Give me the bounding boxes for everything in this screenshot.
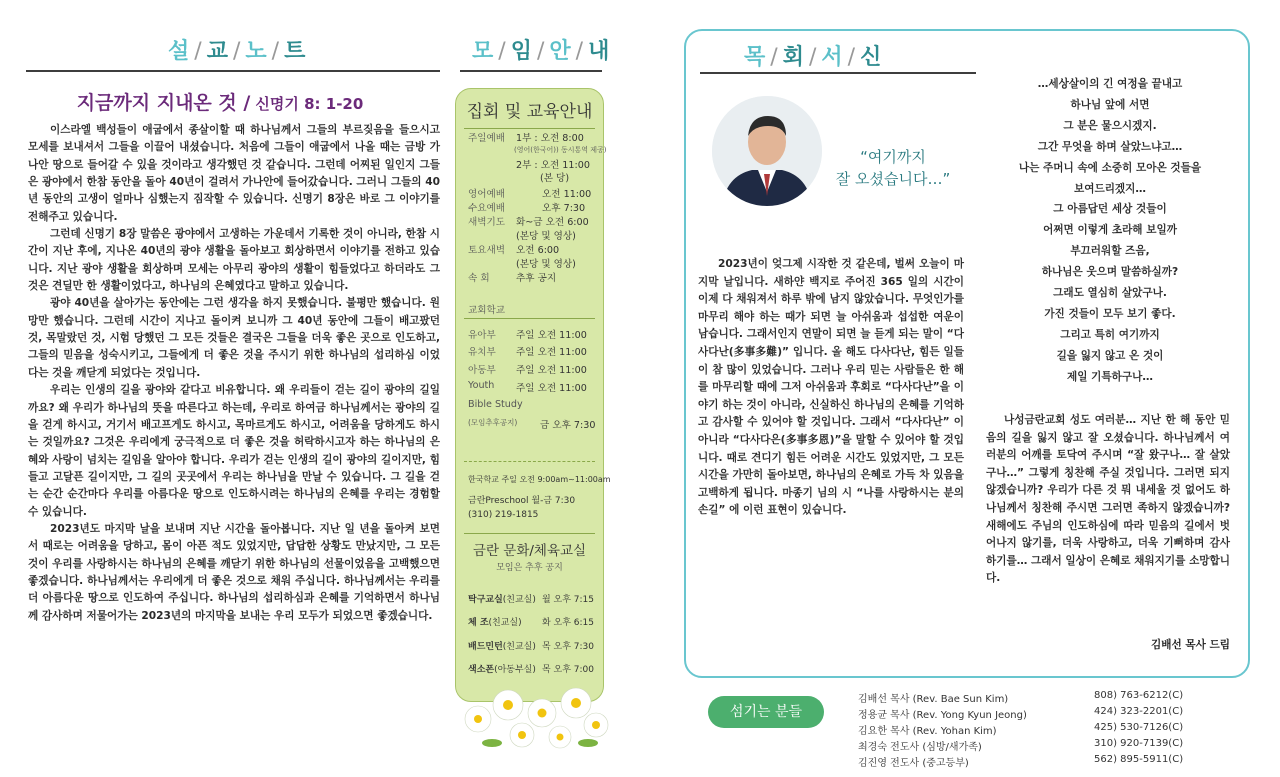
daisy-decoration [456, 683, 616, 751]
staff-phone: 310) 920-7139(C) [1094, 738, 1184, 749]
staff-phone: 425) 530-7126(C) [1094, 722, 1184, 733]
heading-char: 서 [821, 45, 844, 70]
poem-line: 그간 무엇을 하며 살았느냐고… [1037, 140, 1183, 153]
letter-heading-rule [700, 72, 976, 74]
heading-char: 내 [588, 39, 611, 64]
row-value: 추후 공지 [516, 273, 557, 284]
sermon-paragraph: 광야 40년을 살아가는 동안에는 그런 생각을 하지 못했습니다. 불평만 했습니다. 원망만 했습니다. 그런데 시간이 지나고 돌이켜 보니까 그 40년 동안에 그들이 배고팠던 것, 목말랐던 것, 시험 당했던 그 모든 것들은 결국은 그들을 더욱 좋은 곳으로 인도하고, 그들의 믿음을 성숙시키고, 그들에게 더 좋은 것을 주시기 위한 하나님의 섭리하심 이었다는 것을 깨닫게 되었다는 것입니다. [28, 297, 440, 379]
club-row [468, 662, 598, 675]
row-label: 유아부 [468, 330, 496, 341]
quote-line: 잘 오셨습니다…” [835, 170, 951, 188]
club-time: 목 오후 7:00 [542, 665, 595, 675]
divider [464, 461, 595, 462]
staff-name: 김배선 목사 (Rev. Bae Sun Kim) [858, 694, 1009, 705]
school-title: 교회학교 [468, 305, 506, 316]
row-value: 화~금 오전 6:00 [516, 217, 589, 228]
row-value: 주일 오전 11:00 [516, 383, 587, 394]
quote-line: “여기까지 [860, 148, 926, 166]
poem-line: 길을 잃지 않고 온 것이 [1056, 349, 1164, 362]
letter-body [698, 256, 964, 520]
club-time: 월 오후 7:15 [542, 595, 595, 605]
row-label: Youth [468, 380, 495, 391]
row-value: 주일 오전 11:00 [516, 330, 587, 341]
poem-line: …세상살이의 긴 여정을 끝내고 [1037, 78, 1183, 90]
poem-line: 보여드리겠지… [1074, 182, 1146, 195]
staff-phone: 424) 323-2201(C) [1094, 706, 1184, 717]
meetings-heading-rule [460, 70, 602, 72]
poem-line: 그 분은 물으시겠지. [1063, 119, 1157, 132]
culture-title: 금란 문화/체육교실 [472, 543, 587, 559]
heading-char: 모 [472, 39, 495, 64]
staff-name: 김진영 전도사 (중고등부) [858, 758, 969, 769]
sermon-heading: 설 / 교 / 노 / 트 [168, 39, 307, 64]
heading-char: 신 [860, 45, 883, 70]
poem-line: 그 아름답던 세상 것들이 [1053, 203, 1167, 216]
club-place: (친교실) [488, 618, 522, 628]
divider [464, 533, 595, 534]
row-label: 수요예배 [468, 203, 506, 214]
club-row [468, 639, 598, 652]
heading-char: 회 [782, 45, 805, 70]
staff-name: 정용균 목사 (Rev. Yong Kyun Jeong) [858, 710, 1027, 721]
row-label: Bible Study [468, 399, 523, 410]
staff-phone: 808) 763-6212(C) [1094, 690, 1184, 701]
row-label: 토요새벽 [468, 245, 506, 256]
letter-quote [818, 146, 968, 190]
club-row [468, 592, 598, 605]
closing-paragraph: 나성금란교회 성도 여러분… 지난 한 해 동안 믿음의 길을 잃지 않고 잘 오셨습니다. 하나님께서 여러분의 어깨를 토닥여 주시며 “잘 왔구나… 잘 살았구나…” 그렇게 칭찬해 주실 것입니다. 그러면 되지 않겠습니까? 우리가 다른 것 뭐 내세울 것 없어도 하나님께서 칭찬해 주시면 그러면 족하지 않겠습니까? 새해에도 주님의 인도하심에 따라 믿음의 길에서 벗어나지 않기를, 더욱 사랑하고, 더욱 기뻐하며 감사하기를… 그래서 일상이 은혜로 채워지기를 소망합니다. [986, 414, 1230, 585]
poem-line: 그리고 특히 여기까지 [1060, 328, 1160, 341]
letter-paragraph: 2023년이 엊그제 시작한 것 같은데, 벌써 오늘이 마지막 날입니다. 새하얀 백지로 주어진 365 일의 시간이 이제 다 채워져서 하루 밖에 남지 않았습니다. 무엇인가를 마무리 해야 하는 때가 되면 늘 아쉬움과 섭섭한 여운이 남습니다. 그래서인지 연말이 되면 늘 듣게 되는 말이 “다사다난(多事多難)” 입니다. 올 해도 다사다난, 힘든 일들이 참 많이 있었습니다. 그러나 우리 믿는 사람들은 한 해를 마무리할 때에 그저 아쉬움과 후회로 “다사다난”을 이야기 하는 것이 아니라, 신실하신 하나님의 은혜를 기억하고 감사할 수 있어야 할 것입니다. 그래서 “다사다난” 이 아니라 “다사다은(多事多恩)”을 말할 수 있어야 할 것입니다. 때로 견디기 힘든 어려운 시간도 있었지만, 그 모든 시간을 가만히 돌아보면, 하나님의 은혜로 가득 차 있음을 고백하게 됩니다. 마종기 님의 시 “나를 사랑하시는 분의 손길” 에 이런 표현이 있습니다. [698, 258, 964, 517]
row-value: 2부 : 오전 11:00 [516, 160, 590, 171]
sermon-title [0, 88, 440, 115]
letter-closing [986, 412, 1230, 588]
meetings-panel-title: 집회 및 교육안내 [466, 102, 593, 122]
heading-char: 목 [744, 45, 767, 70]
staff-label: 섬기는 분들 [708, 696, 824, 728]
row-label: 유치부 [468, 347, 496, 358]
heading-char: 트 [284, 39, 307, 64]
row-value: 주일 오전 11:00 [516, 347, 587, 358]
club-name: 체 조 [468, 618, 489, 628]
phone: (310) 219-1815 [468, 510, 539, 520]
sermon-title-text: 지금까지 지내온 것 / [76, 92, 251, 114]
poem-line: 어쩌면 이렇게 초라해 보일까 [1043, 224, 1177, 237]
poem-line: 하나님은 웃으며 말씀하실까? [1041, 266, 1179, 279]
heading-char: 교 [206, 39, 229, 64]
poem-line: 나는 주머니 속에 소중히 모아온 것들을 [1018, 161, 1202, 174]
culture-subtitle: 모임은 추후 공지 [496, 563, 563, 573]
sermon-paragraph: 우리는 인생의 길을 광야와 같다고 비유합니다. 왜 우리들이 걷는 길이 광야의 길일까요? 왜 우리가 하나님의 뜻을 따른다고 하는데, 우리로 하여금 하나님께서는 광야의 길을 걷게 하시고, 거기서 배고프게도 하시고, 목마르게도 하시고, 어려움을 당하게도 하시는 것일까요? 그것은 우리에게 궁극적으로 더 좋은 것을 허락하시고자 하는 하나님의 은혜와 사랑이 넘치는 길임을 알아야 합니다. 우리가 걷는 인생의 길이 광야의 길이지만, 힘들고 고달픈 길이지만, 그 길의 곳곳에서 우리는 하나님을 만날 수 있습니다. 그 길을 걷는 순간 순간마다 우리를 아름다운 땅으로 인도하시려는 하나님의 은혜를 우리는 경험할 수 있습니다. [28, 384, 440, 518]
row-value: 오전 11:00 [542, 189, 592, 200]
signature: 김배선 목사 드림 [1150, 639, 1230, 651]
row-value: (본당 및 영상) [516, 259, 576, 270]
poem-line: 하나님 앞에 서면 [1070, 98, 1150, 111]
club-time: 화 오후 6:15 [542, 618, 595, 628]
poem-line: 가진 것들이 모두 보기 좋다. [1044, 307, 1176, 320]
club-name: 탁구교실 [468, 595, 503, 605]
meetings-heading: 모 / 임 / 안 / 내 [472, 39, 611, 64]
club-place: (친교실) [502, 642, 536, 652]
club-row [468, 615, 598, 628]
sermon-scripture: 신명기 8: 1-20 [255, 95, 364, 113]
club-name: 색소폰 [468, 665, 495, 675]
row-label: (모임추후공지) [468, 418, 518, 427]
sermon-paragraph: 그런데 신명기 8장 말씀은 광야에서 고생하는 가운데서 기록한 것이 아니라, 한참 시간이 지난 후에, 지나온 40년의 광야 생활을 돌아보고 회상하면서 이야기를 전하고 있습니다. 지난 광야 생활을 회상하며 모세는 아무리 광야의 생활이 힘들었다고 하더라도 그것은 견딜만 한 생활이었다고, 하나님의 은혜였다고 말하고 있습니다. [28, 228, 440, 293]
row-value: 1부 : 오전 8:00 [516, 133, 584, 144]
meetings-panel [455, 88, 611, 702]
row-value: (본 당) [540, 173, 570, 184]
row-label: 새벽기도 [468, 217, 506, 228]
sermon-paragraph: 2023년도 마지막 날을 보내며 지난 시간을 돌아봅니다. 지난 일 년을 돌아켜 보면서 때로는 어려움을 당하고, 몸이 아픈 적도 있었지만, 답답한 상황도 만났지만, 그 모든 것이 우리를 사랑하시는 하나님의 은혜를 깨닫기 위한 하나님의 선물이었음을 고백했으면 좋겠습니다. 하나님께서는 우리에게 더 좋은 것으로 채워 주십니다. 하나님께서는 우리를 더 아름다운 땅으로 인도하여 주십니다. 하나님의 섭리하심과 은혜를 기억하면서 하나님께 감사하며 저물어가는 2023년의 마지막을 보내는 우리 모두가 되었으면 좋겠습니다. [28, 522, 440, 622]
heading-char: 임 [510, 39, 533, 64]
sermon-heading-rule [26, 70, 440, 72]
heading-char: 설 [168, 39, 191, 64]
heading-char: 안 [549, 39, 572, 64]
heading-char: 노 [245, 39, 268, 64]
sermon-body [28, 122, 440, 625]
row-value: 금 오후 7:30 [540, 420, 596, 431]
row-label: 속 회 [468, 273, 490, 284]
person-icon [712, 96, 822, 206]
row-label: 주일예배 [468, 133, 506, 144]
poem-line: 그래도 열심히 살았구나. [1053, 287, 1167, 300]
club-time: 목 오후 7:30 [542, 642, 595, 652]
preschool: 금란Preschool 월-금 7:30 [468, 496, 576, 506]
row-label: 아동부 [468, 365, 496, 376]
club-place: (아동부실) [494, 665, 536, 675]
staff-name: 김요한 목사 (Rev. Yohan Kim) [858, 726, 997, 737]
poem [990, 74, 1230, 388]
row-value: 오전 6:00 [516, 245, 560, 256]
club-place: (친교실) [502, 595, 536, 605]
poem-line: 부끄러워할 즈음, [1070, 245, 1150, 258]
pastor-photo [712, 96, 822, 206]
row-value: (본당 및 영상) [516, 231, 576, 242]
row-value: 오후 7:30 [542, 203, 586, 214]
staff-phone: 562) 895-5911(C) [1094, 754, 1184, 765]
row-label: 영어예배 [468, 189, 506, 200]
staff-name: 최경숙 전도사 (심방/새가족) [858, 742, 982, 753]
letter-heading: 목 / 회 / 서 / 신 [738, 40, 888, 71]
divider [464, 318, 595, 319]
row-value: (영어(한국어)) 동시통역 제공) [514, 146, 607, 154]
poem-line: 제일 기특하구나… [1067, 370, 1153, 383]
row-value: 주일 오전 11:00 [516, 365, 587, 376]
sermon-paragraph: 이스라엘 백성들이 애굽에서 종살이할 때 하나님께서 그들의 부르짖음을 들으시고 모세를 보내셔서 그들을 이끌어 내셨습니다. 처음에 그들이 애굽에서 나올 때는 금방 가나안 땅으로 들어갈 수 있을 것이라고 생각했던 것 같습니다. 그런데 어찌된 일인지 그들은 광야에서 한참 동안을 돌아 40년이 걸려서 가나안에 들어갔습니다. 그러니 그들의 40년 동안의 고생이 얼마나 심했는지 짐작할 수 있습니다. 신명기 8장은 바로 그 이야기를 전해주고 있습니다. [28, 124, 440, 223]
club-name: 배드민턴 [468, 642, 503, 652]
divider [464, 128, 595, 129]
korean-school: 한국학교 주일 오전 9:00am~11:00am [468, 475, 611, 484]
